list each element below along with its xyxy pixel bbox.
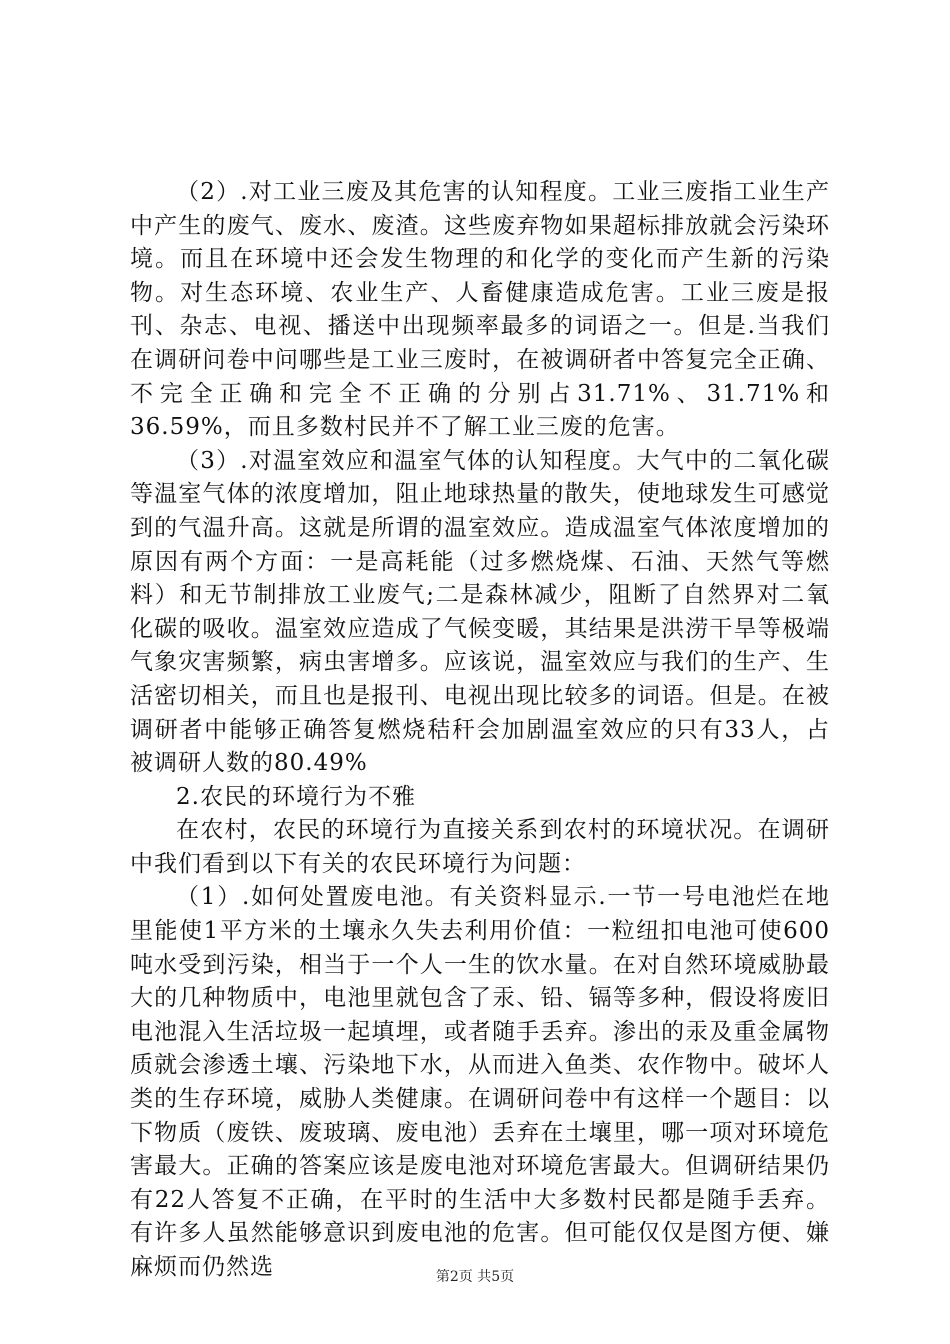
paragraph-waste-batteries: （1）.如何处置废电池。有关资料显示.一节一号电池烂在地里能使1平方米的土壤永久失去利用价值：一粒纽扣电池可使600吨水受到污染，相当于一个人一生的饮水量。在对自然环境威胁最大的几种物质中，电池里就包含了汞、铅、镉等多种，假设将废旧电池混入生活垃圾一起填埋，或者随手丢弃。渗出的汞及重金属物质就会渗透土壤、污染地下水，从而进入鱼类、农作物中。破坏人类的生存环境，威胁人类健康。在调研问卷中有这样一个题目：以下物质（废铁、废玻璃、废电池）丢弃在土壤里，哪一项对环境危害最大。正确的答案应该是废电池对环境危害最大。但调研结果仍有22人答复不正确，在平时的生活中大多数村民都是随手丢弃。有许多人虽然能够意识到废电池的危害。但可能仅仅是图方便、嫌麻烦而仍然选 <box>130 884 830 1280</box>
section-heading-environmental-behavior: 2.农民的环境行为不雅 <box>176 783 416 810</box>
paragraph-greenhouse-effect: （3）.对温室效应和温室气体的认知程度。大气中的二氧化碳等温室气体的浓度增加，阻止地球热量的散失，使地球发生可感觉到的气温升高。这就是所谓的温室效应。造成温室气体浓度增加的原因有两个方面：一是高耗能（过多燃烧煤、石油、天然气等燃料）和无节制排放工业废气;二是森林减少，阻断了自然界对二氧化碳的吸收。温室效应造成了气候变暖，其结果是洪涝干旱等极端气象灾害频繁，病虫害增多。应该说，温室效应与我们的生产、生活密切相关，而且也是报刊、电视出现比较多的词语。但是。在被调研者中能够正确答复燃烧秸秆会加剧温室效应的只有33人，占被调研人数的80.49% <box>130 447 830 777</box>
paragraph-industrial-waste: （2）.对工业三废及其危害的认知程度。工业三废指工业生产中产生的废气、废水、废渣。这些废弃物如果超标排放就会污染环境。而且在环境中还会发生物理的和化学的变化而产生新的污染物。对生态环境、农业生产、人畜健康造成危害。工业三废是报刊、杂志、电视、播送中出现频率最多的词语之一。但是.当我们在调研问卷中问哪些是工业三废时，在被调研者中答复完全正确、不完全正确和完全不正确的分别占31.71%、31.71%和36.59%，而且多数村民并不了解工业三废的危害。 <box>130 179 830 441</box>
paragraph-behavior-intro: 在农村，农民的环境行为直接关系到农村的环境状况。在调研中我们看到以下有关的农民环境行为问题： <box>130 817 830 877</box>
page-number-footer: 第2页 共5页 <box>435 1269 515 1285</box>
document-body <box>130 176 830 1285</box>
